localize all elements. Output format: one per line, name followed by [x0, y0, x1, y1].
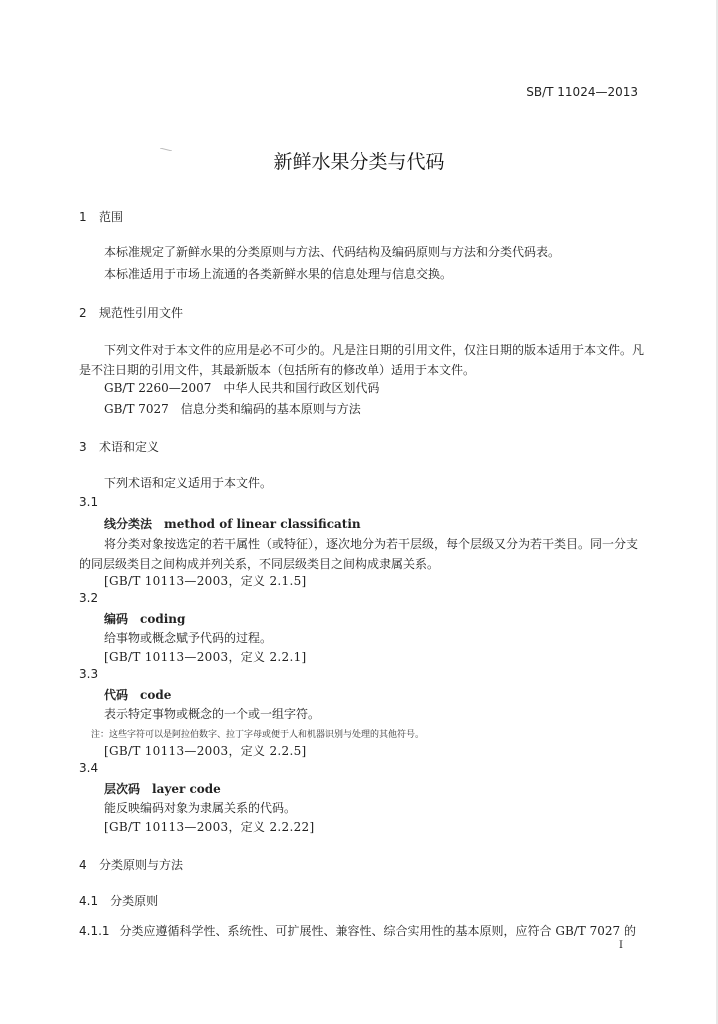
term-en: coding — [140, 612, 186, 626]
term-heading — [104, 686, 171, 703]
term-definition: 能反映编码对象为隶属关系的代码。 — [104, 801, 297, 815]
section-title: 分类原则与方法 — [99, 858, 184, 872]
paragraph: 本标准适用于市场上流通的各类新鲜水果的信息处理与信息交换。 — [104, 267, 453, 281]
term-number: 3.3 — [79, 667, 99, 681]
standard-code: SB/T 11024—2013 — [526, 85, 638, 99]
subsection-number: 4.1 — [79, 894, 99, 908]
paragraph: 下列术语和定义适用于本文件。 — [104, 476, 273, 490]
term-heading — [104, 515, 361, 532]
page-number: I — [619, 940, 623, 951]
term-en: code — [140, 688, 172, 702]
term-zh: 层次码 — [104, 782, 141, 796]
reference-item: GB/T 7027 信息分类和编码的基本原则与方法 — [104, 402, 361, 416]
section-title: 术语和定义 — [99, 440, 160, 454]
section-number: 4 — [79, 858, 87, 872]
reference-item: GB/T 2260—2007 中华人民共和国行政区划代码 — [104, 381, 380, 395]
term-heading — [104, 610, 185, 627]
section-number: 1 — [79, 210, 87, 224]
document-title: 新鲜水果分类与代码 — [273, 151, 445, 173]
term-definition: 给事物或概念赋予代码的过程。 — [104, 631, 273, 645]
term-source: [GB/T 10113—2003，定义 2.2.1] — [104, 650, 307, 664]
term-zh: 代码 — [104, 688, 129, 702]
term-number: 3.1 — [79, 495, 99, 509]
term-number: 3.2 — [79, 591, 99, 605]
term-definition: 表示特定事物或概念的一个或一组字符。 — [104, 707, 321, 721]
term-number: 3.4 — [79, 761, 99, 775]
paragraph: 下列文件对于本文件的应用是必不可少的。凡是注日期的引用文件，仅注日期的版本适用于本文件。凡是不注日期的引用文件，其最新版本（包括所有的修改单）适用于本文件。 — [79, 343, 645, 377]
section-title: 规范性引用文件 — [99, 306, 184, 320]
term-zh: 编码 — [104, 612, 129, 626]
subsection-heading — [79, 892, 158, 909]
section-number: 3 — [79, 440, 87, 454]
term-zh: 线分类法 — [104, 517, 153, 531]
clause-number: 4.1.1 — [79, 924, 110, 938]
term-en: layer code — [152, 782, 221, 796]
clause — [79, 922, 636, 939]
term-en: method of linear classificatin — [164, 517, 361, 531]
section-number: 2 — [79, 306, 87, 320]
clause-text: 分类应遵循科学性、系统性、可扩展性、兼容性、综合实用性的基本原则，应符合 GB/T 7027 的 — [119, 924, 636, 938]
term-source: [GB/T 10113—2003，定义 2.2.22] — [104, 820, 315, 834]
term-note: 注：这些字符可以是阿拉伯数字、拉丁字母或便于人和机器识别与处理的其他符号。 — [91, 730, 425, 740]
section-heading — [79, 856, 183, 873]
term-source: [GB/T 10113—2003，定义 2.1.5] — [104, 574, 307, 588]
subsection-title: 分类原则 — [110, 894, 159, 908]
term-heading — [104, 780, 221, 797]
term-source: [GB/T 10113—2003，定义 2.2.5] — [104, 744, 307, 758]
section-heading — [79, 208, 123, 225]
section-heading — [79, 438, 159, 455]
section-title: 范围 — [99, 210, 124, 224]
paragraph: 本标准规定了新鲜水果的分类原则与方法、代码结构及编码原则与方法和分类代码表。 — [104, 245, 561, 259]
term-definition: 将分类对象按选定的若干属性（或特征），逐次地分为若干层级，每个层级又分为若干类目。同一分支的同层级类目之间构成并列关系，不同层级类目之间构成隶属关系。 — [79, 537, 639, 571]
section-heading — [79, 304, 183, 321]
